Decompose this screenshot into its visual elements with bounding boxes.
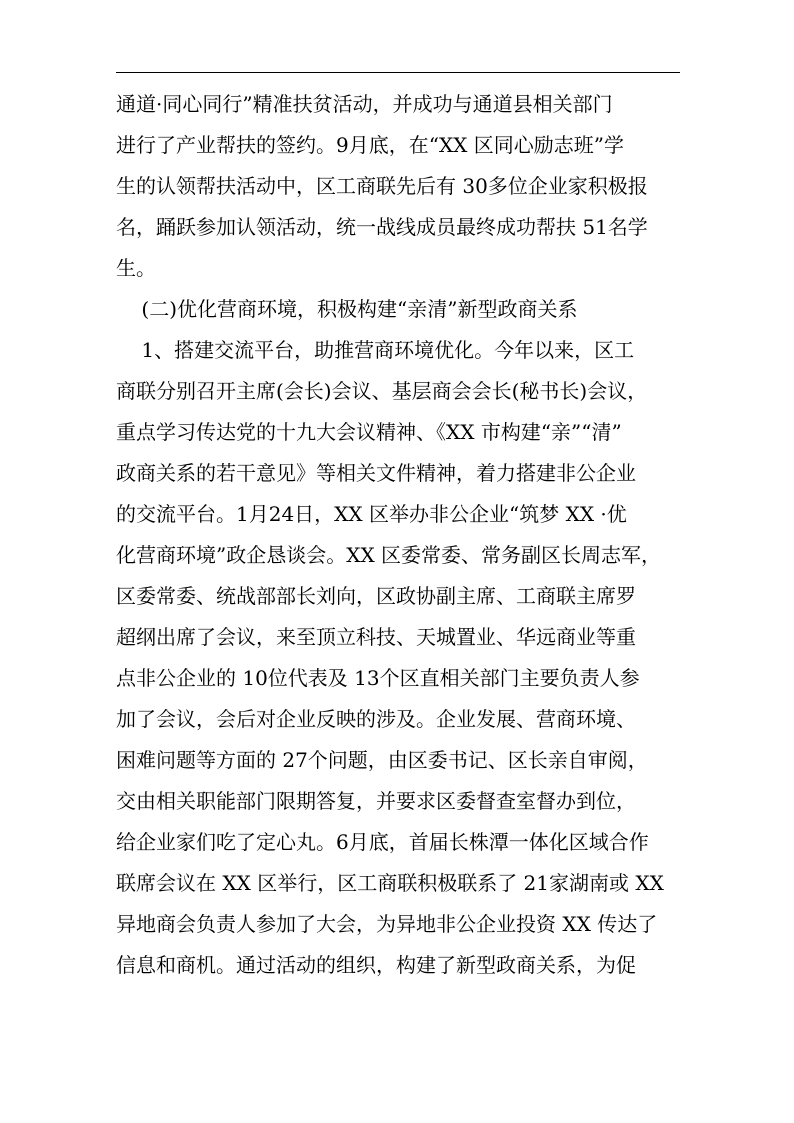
text-line: 的交流平台。1月24日，XX 区举办非公企业“筑梦 XX ·优: [116, 502, 627, 526]
text-line: 联席会议在 XX 区举行，区工商联积极联系了 21家湖南或 XX: [116, 871, 664, 895]
header-rule: [116, 72, 680, 73]
text-line: 政商关系的若干意见》等相关文件精神，着力搭建非公企业: [116, 461, 636, 485]
text-line: 化营商环境”政企恳谈会。XX 区委常委、常务副区长周志军，: [116, 543, 662, 567]
text-line: 名，踊跃参加认领活动，统一战线成员最终成功帮扶 51名学: [116, 215, 648, 239]
text-line: 交由相关职能部门限期答复，并要求区委督查室督办到位，: [116, 789, 636, 813]
text-line: 重点学习传达党的十九大会议精神、《XX 市构建“亲”“清”: [116, 420, 622, 444]
text-line: 商联分别召开主席(会长)会议、基层商会会长(秘书长)会议，: [116, 379, 648, 403]
text-line: 困难问题等方面的 27个问题，由区委书记、区长亲自审阅，: [116, 748, 648, 772]
text-line: 异地商会负责人参加了大会，为异地非公企业投资 XX 传达了: [116, 912, 658, 936]
text-line: 生。: [116, 256, 156, 280]
text-line: 进行了产业帮扶的签约。9月底，在“XX 区同心励志班”学: [116, 133, 625, 157]
text-line: 区委常委、统战部部长刘向，区政协副主席、工商联主席罗: [116, 584, 636, 608]
section-heading: (二)优化营商环境，积极构建“亲清”新型政商关系: [116, 297, 578, 321]
text-line: 信息和商机。通过活动的组织，构建了新型政商关系，为促: [116, 953, 636, 977]
text-line: 给企业家们吃了定心丸。6月底，首届长株潭一体化区域合作: [116, 830, 649, 854]
document-body: [116, 84, 696, 986]
text-line: 点非公企业的 10位代表及 13个区直相关部门主要负责人参: [116, 666, 640, 690]
text-line: 超纲出席了会议，来至顶立科技、天城置业、华远商业等重: [116, 625, 636, 649]
text-line: 通道·同心同行”精准扶贫活动，并成功与通道县相关部门: [116, 92, 613, 116]
text-line: 生的认领帮扶活动中，区工商联先后有 30多位企业家积极报: [116, 174, 648, 198]
text-line: 1、搭建交流平台，助推营商环境优化。今年以来，区工: [116, 338, 635, 362]
text-line: 加了会议，会后对企业反映的涉及。企业发展、营商环境、: [116, 707, 636, 731]
